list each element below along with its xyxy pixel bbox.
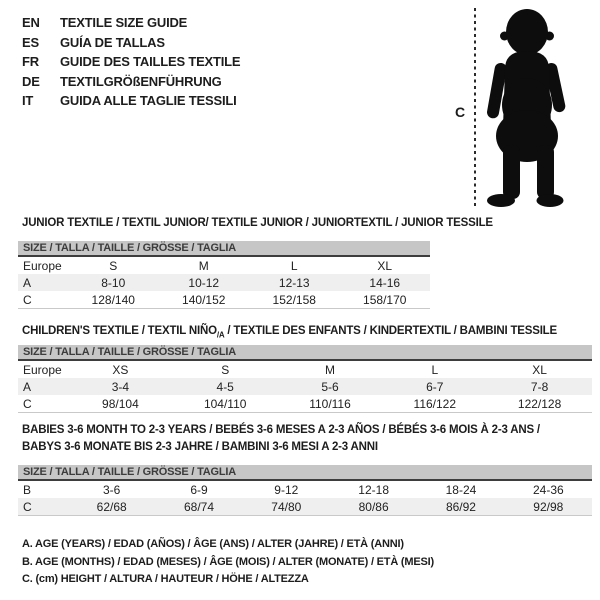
table-cell: 74/80 [243, 498, 330, 516]
babies-title-line: BABIES 3-6 MONTH TO 2-3 YEARS / BEBÉS 3-6 MESES A 2-3 AÑOS / BÉBÉS 3-6 MOIS À 2-3 ANS / [22, 424, 540, 436]
table-cell: 3-6 [102, 482, 121, 497]
toddler-silhouette-icon [487, 7, 600, 207]
row-label: A [18, 274, 68, 291]
table-row [18, 395, 592, 413]
table-cell: 110/116 [278, 395, 383, 413]
table-cell: 12-13 [249, 274, 340, 291]
language-title: TEXTILGRÖßENFÜHRUNG [60, 73, 222, 89]
table-cell: 104/110 [173, 395, 278, 413]
table-cell: L [290, 258, 298, 273]
size-header-cell: SIZE / TALLA / TAILLE / GRÖSSE / TAGLIA [18, 345, 592, 360]
table-cell: 18-24 [445, 482, 477, 497]
language-title: GUIDA ALLE TAGLIE TESSILI [60, 93, 237, 108]
table-cell: 6-9 [190, 482, 208, 497]
table-cell: 116/122 [382, 395, 487, 413]
table-row [18, 256, 430, 274]
table-cell: 8-10 [68, 274, 159, 291]
babies-section-title [22, 422, 540, 456]
table-row [18, 360, 592, 378]
language-title: GUÍA DE TALLAS [60, 34, 165, 50]
table-row [18, 480, 592, 498]
table-cell: 24-36 [532, 482, 564, 497]
language-code: IT [22, 93, 34, 108]
table-cell: 62/68 [68, 498, 155, 516]
legend-notes [22, 536, 434, 589]
table-cell: S [109, 258, 118, 273]
legend-note-b: B. AGE (MONTHS) / EDAD (MESES) / ÂGE (MOIS) / ALTER (MONATE) / ETÀ (MESI) [22, 555, 434, 568]
row-label: Europe [23, 258, 62, 273]
table-cell: 68/74 [155, 498, 242, 516]
size-header-cell: SIZE / TALLA / TAILLE / GRÖSSE / TAGLIA [18, 241, 430, 256]
height-measure-dashed-line [474, 8, 476, 208]
children-title-text: / TEXTILE DES ENFANTS / KINDERTEXTIL / BAMBINI TESSILE [224, 325, 557, 337]
row-label: C [18, 395, 68, 413]
table-cell: 92/98 [505, 498, 592, 516]
table-cell: 3-4 [68, 378, 173, 395]
table-cell: 14-16 [340, 274, 431, 291]
language-title: TEXTILE SIZE GUIDE [60, 15, 188, 30]
table-cell: 80/86 [330, 498, 417, 516]
table-cell: S [221, 362, 230, 377]
row-label: Europe [23, 362, 62, 377]
row-label: C [18, 291, 68, 309]
height-measure-label: C [455, 104, 466, 120]
table-cell: 152/158 [249, 291, 340, 309]
language-title-list [22, 13, 240, 111]
legend-note-a: A. AGE (YEARS) / EDAD (AÑOS) / ÂGE (ANS) / ALTER (JAHRE) / ETÀ (ANNI) [22, 538, 404, 550]
table-cell: 98/104 [68, 395, 173, 413]
row-label: A [18, 378, 68, 395]
table-cell: 122/128 [487, 395, 592, 413]
table-cell: 140/152 [159, 291, 250, 309]
row-label: B [23, 482, 32, 497]
legend-note-c: C. (cm) HEIGHT / ALTURA / HAUTEUR / HÖHE / ALTEZZA [22, 573, 309, 585]
table-row [18, 498, 592, 516]
table-cell: M [324, 362, 335, 377]
babies-title-line: BABYS 3-6 MONATE BIS 2-3 JAHRE / BAMBINI 3-6 MESI A 2-3 ANNI [22, 441, 378, 453]
table-cell: 5-6 [278, 378, 383, 395]
table-row [18, 274, 430, 291]
language-code: DE [22, 73, 40, 89]
table-cell: 6-7 [382, 378, 487, 395]
row-label: C [18, 498, 68, 516]
table-row [18, 291, 430, 309]
children-title-sub: /A [216, 330, 225, 340]
table-cell: XS [112, 362, 129, 377]
children-size-table [18, 345, 592, 413]
language-title: GUIDE DES TAILLES TEXTILE [60, 54, 241, 69]
size-header-cell: SIZE / TALLA / TAILLE / GRÖSSE / TAGLIA [18, 465, 592, 480]
table-cell: XL [377, 258, 393, 273]
table-cell: 4-5 [173, 378, 278, 395]
table-cell: 9-12 [274, 482, 299, 497]
table-cell: 10-12 [159, 274, 250, 291]
table-cell: 12-18 [358, 482, 389, 497]
babies-size-table [18, 465, 592, 516]
language-code: EN [22, 15, 40, 30]
junior-size-table [18, 241, 430, 309]
table-cell: 158/170 [340, 291, 431, 309]
table-cell: L [431, 362, 439, 377]
table-cell: 7-8 [487, 378, 592, 395]
table-cell: XL [532, 362, 547, 377]
children-title-text: CHILDREN'S TEXTILE / TEXTIL NIÑO [22, 325, 217, 337]
language-code: ES [22, 34, 39, 50]
table-row [18, 378, 592, 395]
language-code: FR [22, 54, 39, 69]
children-section-title [22, 323, 557, 343]
junior-section-title: JUNIOR TEXTILE / TEXTIL JUNIOR/ TEXTILE JUNIOR / JUNIORTEXTIL / JUNIOR TESSILE [22, 217, 493, 229]
table-cell: M [198, 258, 209, 273]
table-cell: 86/92 [417, 498, 504, 516]
table-cell: 128/140 [68, 291, 159, 309]
